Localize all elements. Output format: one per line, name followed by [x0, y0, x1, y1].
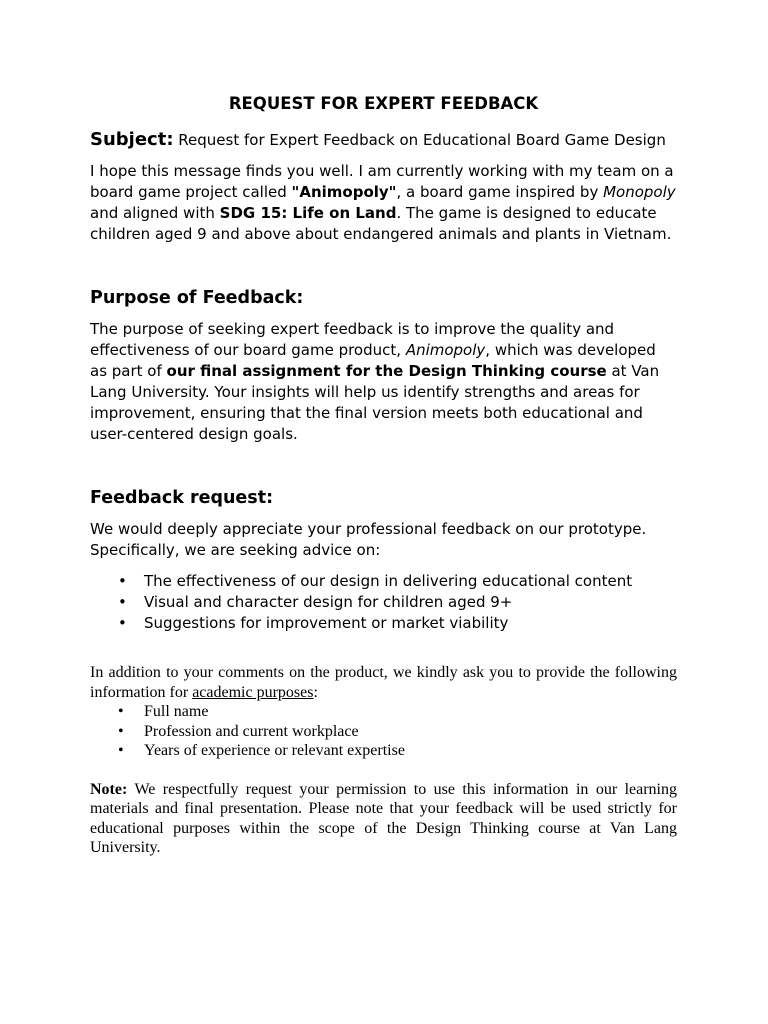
subject-line	[90, 129, 677, 151]
assignment-name: our final assignment for the Design Thinking course	[166, 362, 607, 380]
product-name: Animopoly	[405, 341, 486, 359]
purpose-text-3: at Van Lang University. Your insights will help us identify strengths and areas for improvement, ensuring that the final version meets both educational and user-centered design goals.	[90, 362, 660, 443]
purpose-paragraph	[90, 319, 677, 445]
purpose-text-2: , which was developed as part of	[90, 341, 656, 380]
info-text-1: In addition to your comments on the product, we kindly ask you to provide the following information for	[90, 664, 677, 701]
intro-text-4: . The game is designed to educate children aged 9 and above about endangered animals and plants in Vietnam.	[90, 204, 672, 243]
note-paragraph	[90, 780, 677, 858]
intro-text-1: I hope this message finds you well. I am currently working with my team on a board game project called	[90, 162, 674, 201]
game-name: "Animopoly"	[291, 183, 397, 201]
info-section	[90, 663, 677, 858]
list-item: • Profession and current workplace	[90, 722, 677, 742]
document-body	[90, 93, 677, 858]
request-heading: Feedback request:	[90, 488, 274, 508]
info-paragraph	[90, 663, 677, 702]
list-item: • The effectiveness of our design in delivering educational content	[90, 571, 677, 592]
subject-label: Subject:	[90, 129, 174, 150]
intro-text-2: , a board game inspired by	[396, 183, 604, 201]
inspiration-name: Monopoly	[603, 183, 676, 201]
note-text: We respectfully request your permission to use this information in our learning materials and final presentation. Please note that your feedback will be used strictly for educational purposes within the scope of the Design Thinking course at Van Lang University.	[90, 780, 677, 856]
intro-text-3: and aligned with	[90, 204, 220, 222]
info-list	[90, 702, 677, 761]
academic-purposes-link: academic purposes	[192, 683, 314, 701]
list-item: • Suggestions for improvement or market viability	[90, 613, 677, 634]
advice-list	[90, 571, 677, 634]
info-text-2: :	[313, 683, 318, 701]
subject-text: Request for Expert Feedback on Educational Board Game Design	[173, 131, 666, 149]
intro-paragraph	[90, 161, 677, 245]
purpose-heading: Purpose of Feedback:	[90, 288, 304, 308]
list-item: • Visual and character design for children aged 9+	[90, 592, 677, 613]
note-label: Note:	[90, 780, 128, 798]
request-paragraph: We would deeply appreciate your professional feedback on our prototype. Specifically, we are seeking advice on:	[90, 520, 647, 559]
list-item: • Years of experience or relevant expertise	[90, 741, 677, 761]
document-title: REQUEST FOR EXPERT FEEDBACK	[228, 94, 539, 113]
purpose-text-1: The purpose of seeking expert feedback is to improve the quality and effectiveness of our board game product,	[90, 320, 615, 359]
list-item: • Full name	[90, 702, 677, 722]
sdg-name: SDG 15: Life on Land	[219, 204, 397, 222]
